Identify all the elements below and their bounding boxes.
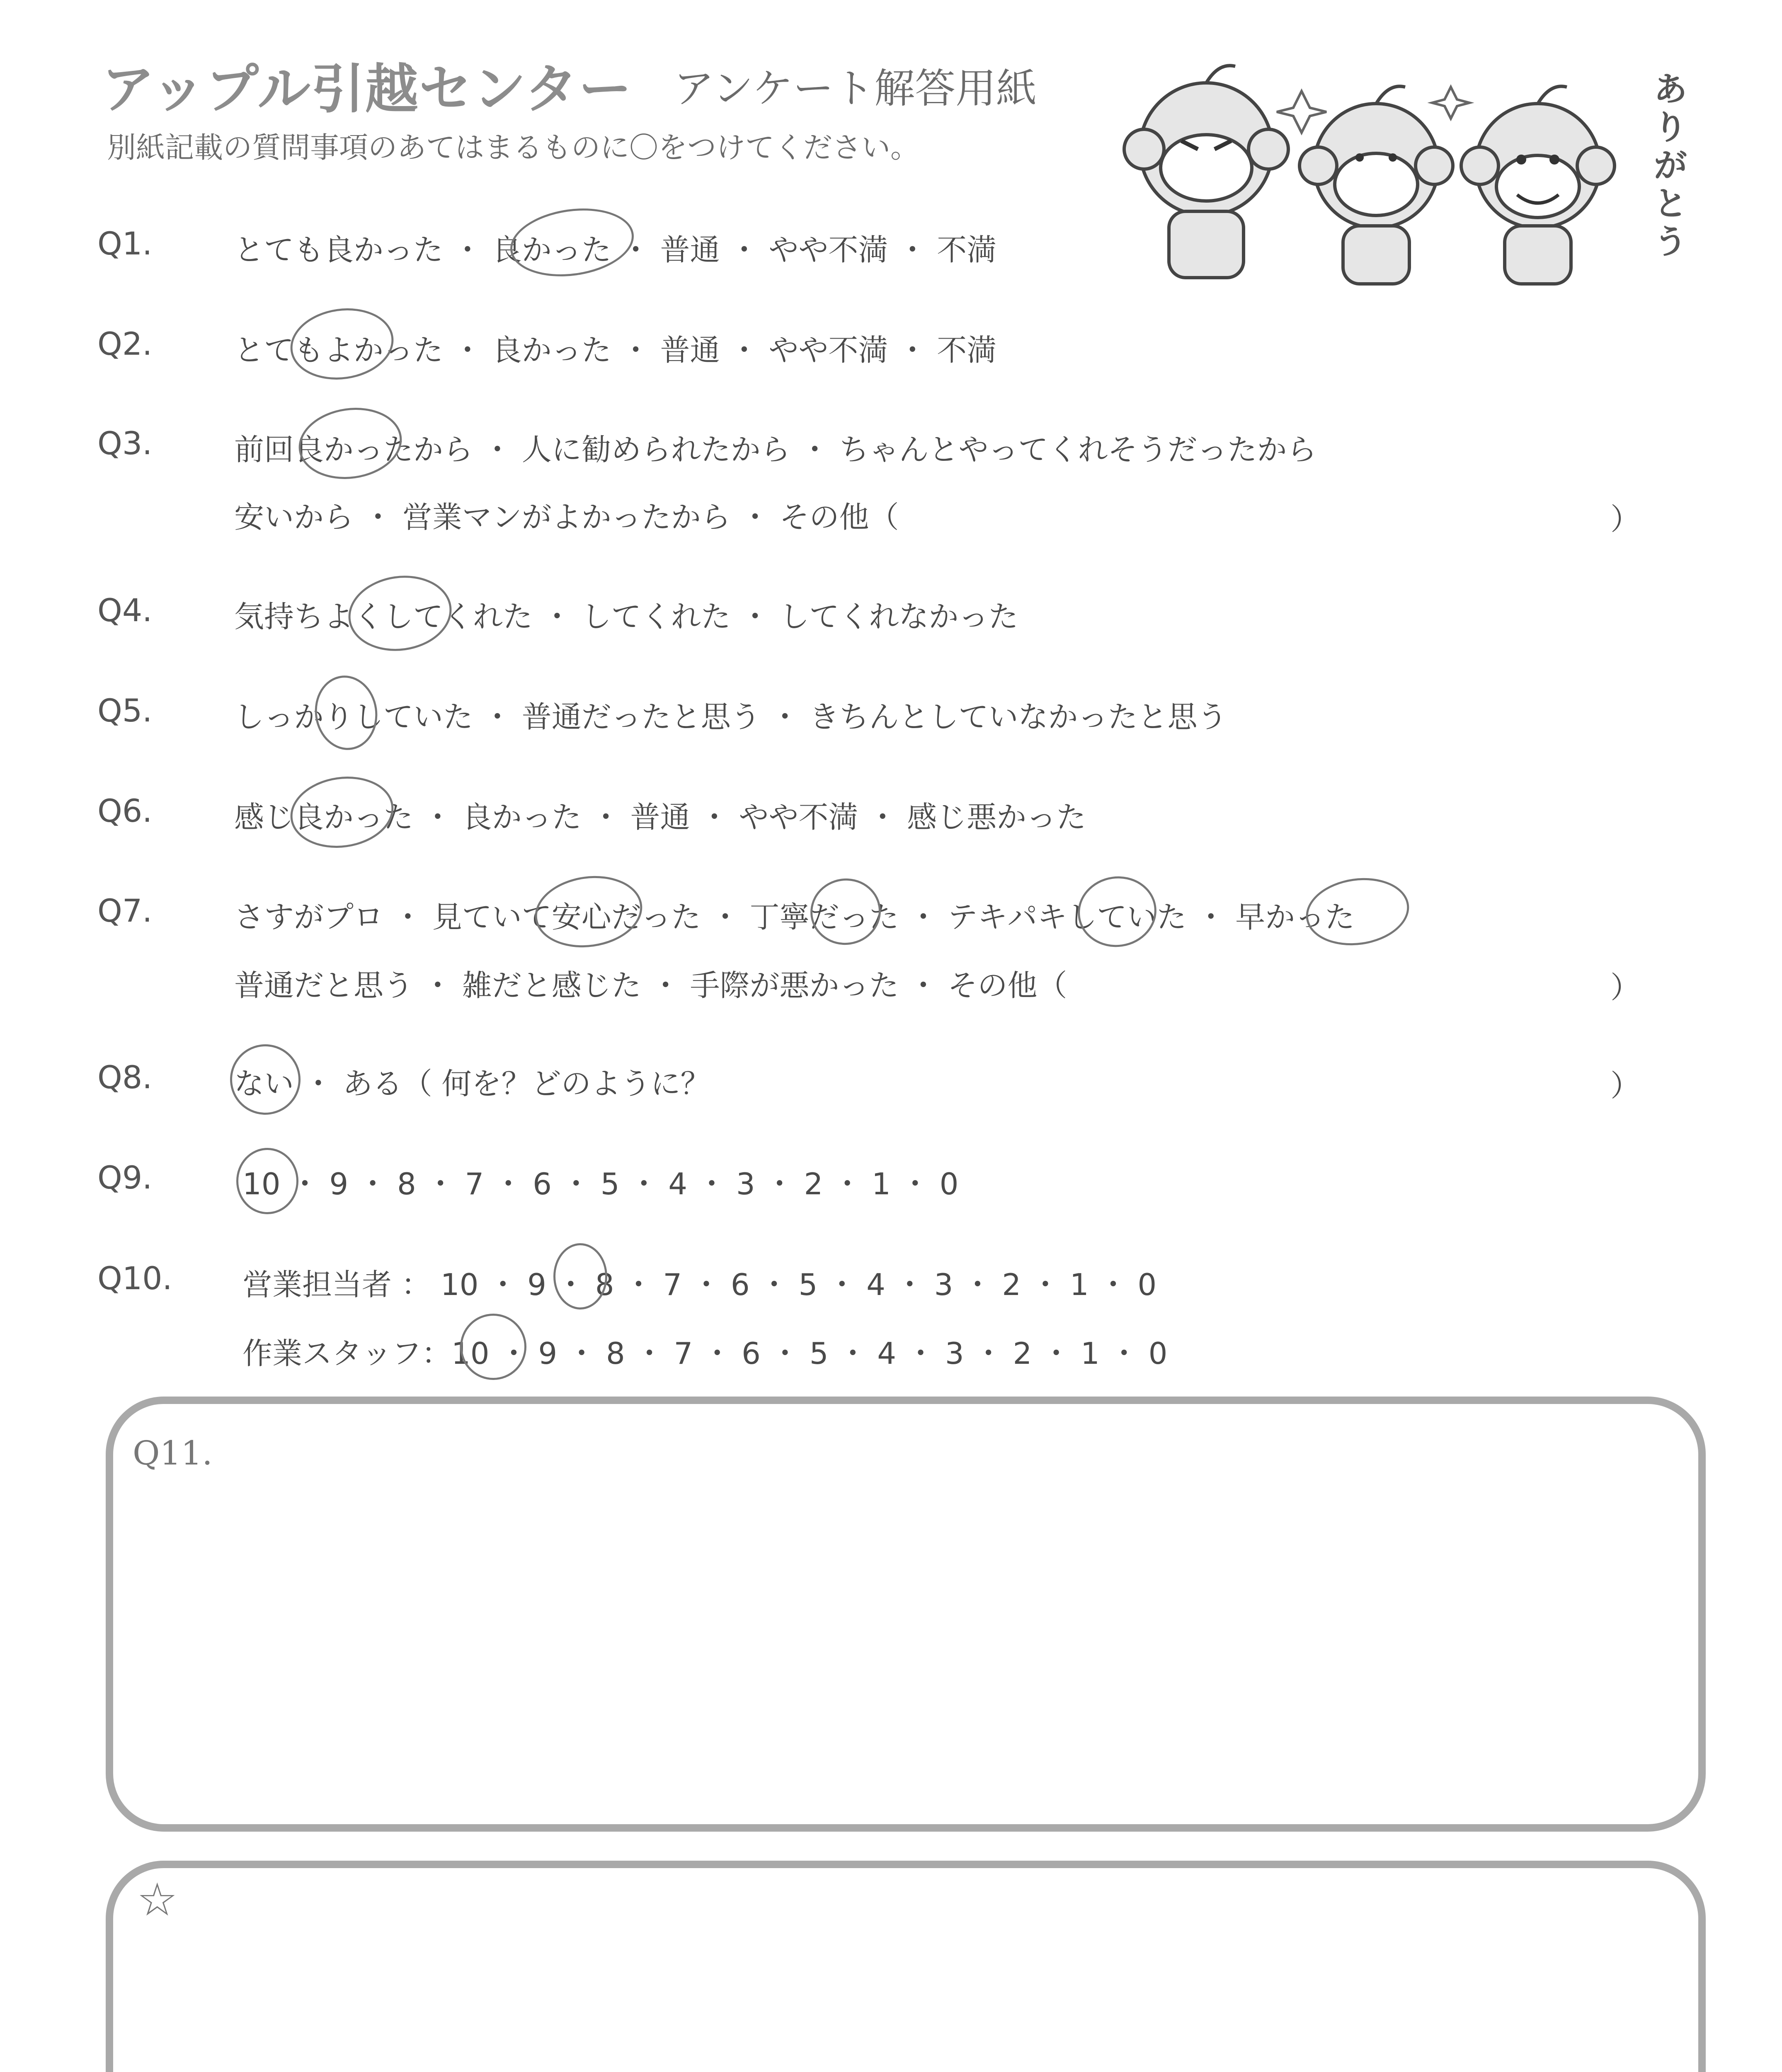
q9-label: Q9. bbox=[97, 1159, 153, 1196]
q9-options: 10 ・ 9 ・ 8 ・ 7 ・ 6 ・ 5 ・ 4 ・ 3 ・ 2 ・ 1 ・ 0 bbox=[242, 1167, 959, 1201]
answer-circle-q10-staff bbox=[460, 1314, 526, 1380]
q8-close-paren: ） bbox=[1610, 1068, 1641, 1103]
instruction-text: 別紙記載の質問事項のあてはまるものに〇をつけてください。 bbox=[107, 131, 919, 165]
q4-options: 気持ちよくしてくれた ・ してくれた ・ してくれなかった bbox=[234, 599, 1018, 634]
q2-options: とてもよかった ・ 良かった ・ 普通 ・ やや不満 ・ 不満 bbox=[234, 333, 997, 368]
q3-label: Q3. bbox=[97, 425, 153, 462]
q11-label: Q11. bbox=[133, 1434, 213, 1472]
star-comment-box[interactable] bbox=[106, 1861, 1706, 2072]
company-title: アップル引越センター bbox=[102, 58, 633, 120]
sparkle-icon bbox=[1432, 87, 1469, 119]
q1-options: とても良かった ・ 良かった ・ 普通 ・ やや不満 ・ 不満 bbox=[234, 232, 997, 267]
q7-label: Q7. bbox=[97, 892, 153, 929]
q10-sales-options: 営業担当者 ： 10 ・ 9 ・ 8 ・ 7 ・ 6 ・ 5 ・ 4 ・ 3 ・ 2 ・ 1 ・ 0 bbox=[242, 1267, 1157, 1302]
monkey-mascot-2 bbox=[1300, 86, 1453, 284]
q4-label: Q4. bbox=[97, 592, 153, 629]
q3-options-line2: 安いから ・ 営業マンがよかったから ・ その他（ bbox=[234, 500, 899, 535]
q3-options: 前回良かったから ・ 人に勧められたから ・ ちゃんとやってくれそうだったから bbox=[234, 432, 1317, 467]
answer-circle-q3 bbox=[294, 401, 406, 485]
answer-circle-q7-a bbox=[530, 869, 647, 954]
monkey-mascots-illustration bbox=[1119, 62, 1708, 294]
answer-circle-q7-d bbox=[1302, 871, 1413, 951]
q2-label: Q2. bbox=[97, 325, 153, 362]
monkey-mascot-3 bbox=[1461, 86, 1615, 284]
answer-circle-q5 bbox=[310, 671, 382, 754]
q11-comment-box[interactable] bbox=[106, 1397, 1706, 1832]
monkey-mascot-1 bbox=[1124, 65, 1288, 278]
sparkle-icon bbox=[1277, 91, 1326, 133]
answer-circle-q10-sales bbox=[553, 1243, 607, 1310]
q6-label: Q6. bbox=[97, 792, 153, 829]
thanks-text: ありがとう bbox=[1654, 70, 1687, 261]
answer-circle-q9 bbox=[236, 1148, 298, 1214]
answer-circle-q7-b bbox=[806, 874, 885, 949]
q3-close-paren: ） bbox=[1610, 502, 1641, 537]
q5-options: しっかりしていた ・ 普通だったと思う ・ きちんとしていなかったと思う bbox=[234, 700, 1227, 734]
answer-circle-q1 bbox=[506, 201, 638, 284]
form-subtitle: アンケート解答用紙 bbox=[674, 65, 1037, 112]
q7-options: さすがプロ ・ 見ていて安心だった ・ 丁寧だった ・ テキパキしていた ・ 早かった bbox=[234, 900, 1355, 934]
star-icon: ☆ bbox=[137, 1873, 178, 1926]
q10-label: Q10. bbox=[97, 1260, 172, 1297]
q10-staff-options: 作業スタッフ：10 ・ 9 ・ 8 ・ 7 ・ 6 ・ 5 ・ 4 ・ 3 ・ 2 ・ 1 ・ 0 bbox=[242, 1336, 1168, 1371]
q7-options-line2: 普通だと思う ・ 雑だと感じた ・ 手際が悪かった ・ その他（ bbox=[234, 968, 1067, 1003]
q5-label: Q5. bbox=[97, 692, 153, 729]
q8-options: ない ・ ある（ 何を？どのように？ bbox=[234, 1066, 710, 1101]
q8-label: Q8. bbox=[97, 1059, 153, 1096]
answer-circle-q2 bbox=[286, 302, 398, 386]
answer-circle-q7-c bbox=[1073, 871, 1161, 952]
answer-circle-q4 bbox=[344, 569, 457, 657]
answer-circle-q6 bbox=[286, 770, 398, 854]
q7-close-paren: ） bbox=[1610, 970, 1641, 1005]
q1-label: Q1. bbox=[97, 225, 153, 262]
answer-circle-q8 bbox=[225, 1040, 305, 1119]
q6-options: 感じ良かった ・ 良かった ・ 普通 ・ やや不満 ・ 感じ悪かった bbox=[234, 800, 1086, 835]
